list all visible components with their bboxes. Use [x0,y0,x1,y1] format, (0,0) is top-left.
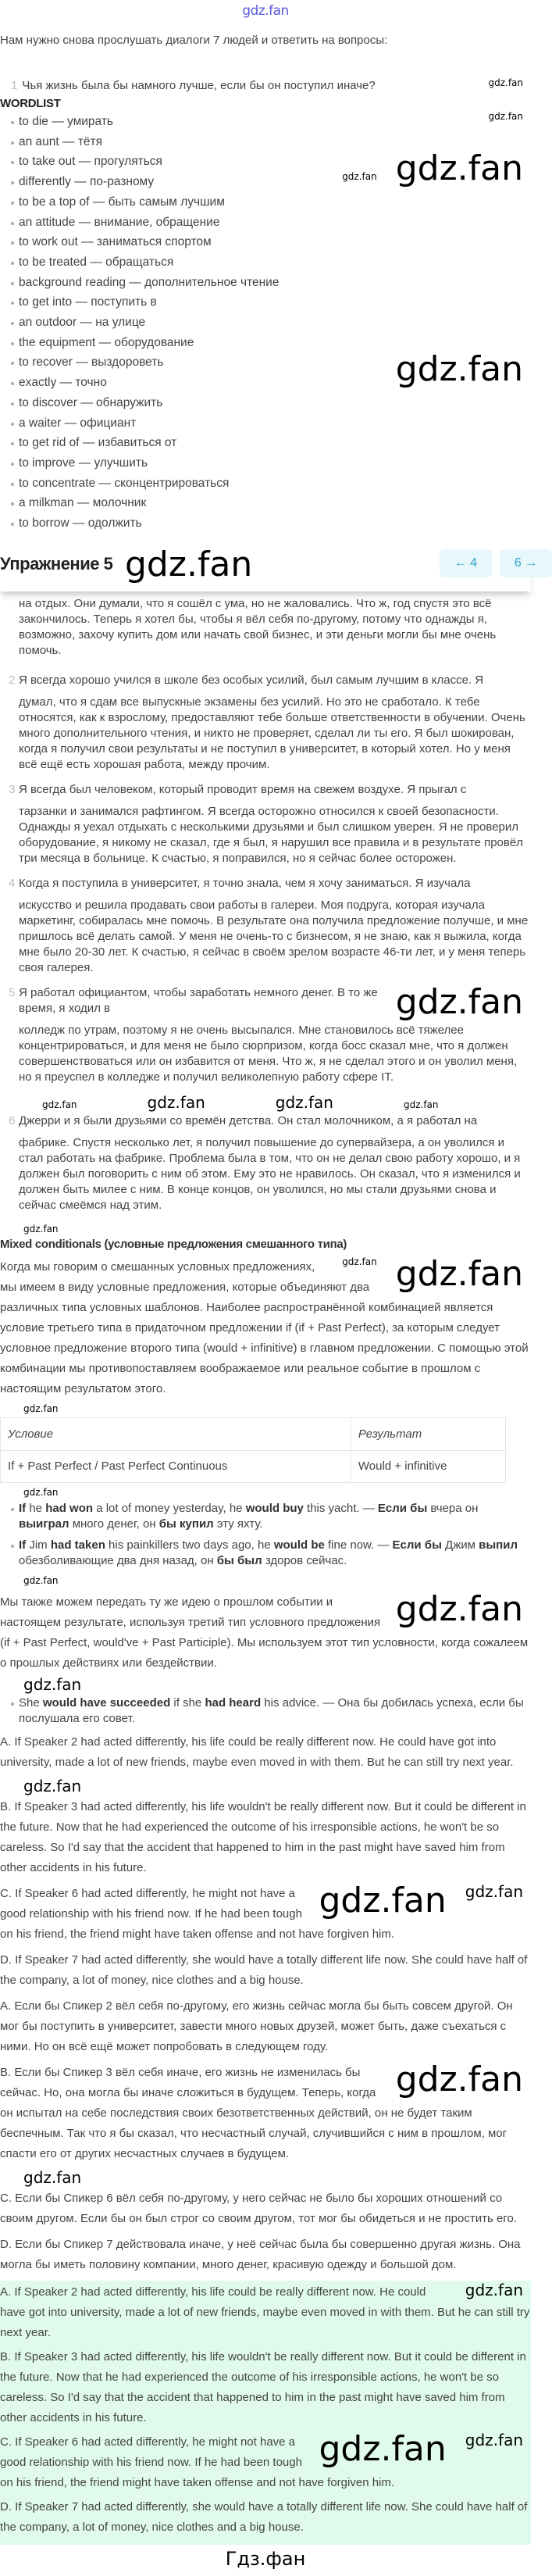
final-answer-paragraph [0,2428,531,2493]
example-bold: выпил [479,1538,518,1552]
item-number: 3 [9,782,16,796]
example-text: his advice. — Она бы добилась успеха, если бы послушала его совет. [19,1695,524,1725]
example-bold: бы был [216,1553,262,1567]
watermark-row [0,1778,531,1794]
final-answer-paragraph [0,2347,531,2428]
wordlist-item [0,252,531,273]
wordlist-item-text: to recover — выздороветь [19,355,164,370]
example-bold: Если бы [392,1538,442,1552]
wordlist-item-text: to get into — поступить в [19,295,157,309]
wordlist-item-text: to discover — обнаружить [19,395,163,409]
wordlist-item-text: an aunt — тётя [19,134,103,148]
final-answer-text: C. If Speaker 6 had acted differently, he might not have a good relationship with his friend now. If he had been tough on his friend, the friend might have taken offense and not have forgiven him. [0,2435,395,2489]
item-lead: Я всегда был человеком, который проводит время на свежем воздухе. Я прыгал с [19,782,467,796]
example-item [0,1501,531,1532]
answer-text: B. If Speaker 3 had acted differently, his life wouldn't be really different now. But it could be different in the future. Now that he had experienced the outcome of his irresponsible actions, he won't be so careless. So I'd say that the accident that happened to him in the past might have saved him from other accidents in his future. [0,1799,526,1874]
wordlist-item [0,313,531,333]
watermark: gdz.fan [465,2280,523,2299]
watermark: gdz.fan [488,111,523,122]
watermark-row [0,1223,531,1234]
grammar-paragraph-text: Когда мы говорим о смешанных условных предложениях, мы имеем в виду условные предложения, которые объединяют два различных типа условных шаблонов. Наиболее распространённой комбинацией является условие третьего типа в придаточном предложении if (if + Past Perfect), за которым следует условное предложение второго типа (would + infinitive) в главном предложении. С помощью этой комбинации мы противопоставляем воображаемое или реальное событие в прошлом с настоящим результатом этого. [0,1259,529,1395]
example-bold: Если бы [377,1501,428,1515]
item-lead: Джерри и я были друзьями со времён детства. Он стал молочником, а я работал на [19,1113,478,1127]
example-text: много денег, он [69,1517,159,1531]
answer-paragraph [0,1797,531,1878]
example-bold: бы купил [158,1517,214,1531]
grammar-title: Mixed conditionals (условные предложения смешанного типа) [0,1237,347,1251]
wordlist-item-text: differently — по-разному [19,175,155,189]
answer-paragraph [0,2188,531,2229]
answer-text: A. If Speaker 2 had acted differently, his life could be really different now. He could have got into university, made a lot of new friends, maybe even moved in with them. But he can still try next year. [0,1735,514,1769]
final-answer-text: D. If Speaker 7 had acted differently, she would have a totally different life now. She could have half of the company, a lot of money, nice clothes and a big house. [0,2499,528,2534]
grammar-paragraph [0,1253,531,1399]
wordlist-item [0,213,531,233]
question-number: 1 [11,79,18,92]
answer-text: D. Если бы Спикер 7 действовала иначе, у неё сейчас была бы совершенно другая жизнь. Она могла бы иметь половину компании, много денег, красивую одежду и большой дом. [0,2237,521,2271]
answer-paragraph [0,1880,531,1945]
item-text: тарзанки и занимался рафтингом. Я всегда осторожно относился к своей безопасности. Однажды я уехал отдыхать с несколькими друзьями и был слишком уверен. Я не проверил оборудование, я никому не сказал, где я был, я нарушил все правила и в результате провёл три месяца в больнице. К счастью, я поправился, но я сейчас более осторожен. [19,804,523,865]
watermark: gdz.fan [23,1574,59,1586]
wordlist-item-text: to concentrate — сконцентрироваться [19,476,230,490]
table-header: Результат [351,1417,505,1450]
final-answer-text: A. If Speaker 2 had acted differently, his life could be really different now. He could have got into university, made a lot of new friends, maybe even moved in with them. But he can still try next year. [0,2285,530,2339]
wordlist-item [0,413,531,434]
transcript-paragraph-1: на отдых. Они думали, что я сошёл с ума, но не жаловались. Что ж, год спустя это всё закончилось. Теперь я хотел бы, чтобы я вёл себя по-другому, потому что однажды я, возможно, захочу купить дом или начать свой бизнес, и эти деньги могли бы мне очень помочь. [19,596,497,657]
transcript-item [9,876,531,976]
next-exercise-button[interactable]: 6 → [500,549,552,577]
table-cell: Would + infinitive [351,1450,505,1482]
watermark: gdz.fan [23,1486,59,1498]
item-text: думал, что я сдам все выпускные экзамены без усилий. Но это не сработало. К тебе относятся, как к взрослому, предоставляют тебе больше ответственности в обучении. Очень много дополнительного чтения, и никто не проверяет, сделал ли ты его. Я был шокирован, когда я получил свои результаты и не поступил в университет, в который хотел. Но у меня всё ещё есть хорошая работа, между прочим. [19,695,525,771]
answer-paragraph [0,1732,531,1773]
examples-list [0,1695,531,1727]
wordlist-item-text: to work out — заниматься спортом [19,235,212,249]
item-text: фабрике. Спустя несколько лет, я получил повышение до супервайзера, а он уволился и стал работать на фабрике. Проблема была в том, что он не делал свою работу хорошо, и я должен был поговорить с ним об этом. Ему это не нравилось. Он сказал, что я изменился и должен быть милее с ним. В конце концов, он уволился, но мы стали друзьями снова и сейчас смеёмся над этим. [19,1135,521,1212]
grammar-table [0,1417,506,1483]
wordlist-item [0,273,531,293]
example-text: his painkillers two days ago, he [105,1538,274,1552]
watermark: gdz.fan [42,1099,77,1110]
example-bold: had heard [205,1695,262,1710]
grammar-paragraph-2-text: Мы также можем передать ту же идею о прошлом событии и настоящем результате, используя третий тип условного предложения (if + Past Perfect, would've + Past Participle). Мы используем этот тип условности, когда сожалеем о прошлых действиях или бездействии. [0,1595,529,1670]
prev-exercise-button[interactable]: ← 4 [440,549,492,577]
example-bold: If [19,1501,27,1515]
watermark: gdz.fan [465,2430,523,2449]
page-title: Упражнение 5 [0,553,113,573]
wordlist-item-text: to borrow — одолжить [19,516,142,531]
example-item [0,1695,531,1727]
answer-paragraph [0,1996,531,2057]
watermark: gdz.fan [395,1253,523,1294]
item-number: 4 [9,876,16,890]
watermark: gdz.fan [125,544,253,584]
example-text: if she [170,1695,205,1710]
item-number: 5 [9,985,16,999]
watermark: gdz.fan [275,1092,333,1112]
item-lead: Я работал официантом, чтобы заработать немного денег. В то же время, я ходил в [19,985,378,1015]
item-text: колледж по утрам, поэтому я не очень высыпался. Мне становилось всё тяжелее концентрироваться, и для меня не было сюрпризом, когда босс сказал мне, что я должен совершенствоваться или он избавится от меня. Что ж, я не сделал этого и он уволил меня, но я преуспел в колледже и получил великолепную работу сфере IT. [19,1023,518,1084]
wordlist-item-text: a milkman — молочник [19,496,147,510]
watermark-row [0,2167,531,2187]
wordlist-item [0,112,531,132]
wordlist-item [0,232,531,252]
wordlist-item-text: an attitude — внимание, обращение [19,215,220,229]
watermark: gdz.fan [342,1256,377,1267]
watermark: gdz.fan [342,171,377,183]
example-text: Jim [26,1538,51,1552]
wordlist-item-text: exactly — точно [19,376,107,390]
watermark-row [19,1092,531,1112]
wordlist-item-text: background reading — дополнительное чтение [19,275,280,289]
transcript [0,596,531,1213]
example-text: this yacht. — [303,1501,378,1515]
answer-paragraph [0,1950,531,1991]
example-text: эту яхту. [213,1517,263,1531]
task-intro: Нам нужно снова прослушать диалоги 7 людей и ответить на вопросы: [0,34,388,47]
final-answer-paragraph [0,2282,531,2343]
example-bold: would buy [245,1501,304,1515]
watermark-row [0,1674,531,1694]
watermark: gdz.fan [319,2428,447,2469]
question-text: Чья жизнь была бы намного лучше, если бы он поступил иначе? [22,79,376,92]
answer-text: B. Если бы Спикер 3 вёл себя иначе, его жизнь не изменилась бы сейчас. Но, она могла бы иначе сложиться в будущем. Теперь, когда он испытал на себе последствия своих безответственных действий, он не будет таким беспечным. Так что я бы сказал, что несчастный случай, случившийся с ним в прошлом, мог спасти его от других несчастных случаев в будущем. [0,2065,507,2160]
example-bold: had taken [50,1538,105,1552]
final-answer-text: B. If Speaker 3 had acted differently, his life wouldn't be really different now. But it could be different in the future. Now that he had experienced the outcome of his irresponsible actions, he won't be so careless. So I'd say that the accident that happened to him in the past might have saved him from other accidents in his future. [0,2349,526,2424]
example-text: здоров сейчас. [262,1553,347,1567]
wordlist-title: WORDLIST [0,97,61,110]
watermark: gdz.fan [23,1402,59,1414]
watermark: gdz.fan [319,1880,447,1920]
example-bold: would have succeeded [42,1695,171,1710]
watermark: gdz.fan [465,1881,523,1901]
example-bold: would be [273,1538,325,1552]
example-text: Джим [441,1538,479,1552]
item-number: 2 [9,673,16,687]
answer-paragraph [0,2059,531,2164]
wordlist-item-text: to get rid of — избавиться от [19,436,177,450]
watermark: gdz.fan [23,1776,82,1795]
watermark: gdz.fan [395,1588,523,1629]
wordlist-item-text: a waiter — официант [19,416,137,430]
wordlist-item-text: an outdoor — на улице [19,316,146,330]
wordlist-item [0,393,531,413]
examples-list [0,1501,531,1569]
grammar-paragraph-2 [0,1588,531,1674]
wordlist-item-text: to die — умирать [19,115,113,128]
wordlist-item-text: to be treated — обращаться [19,255,174,269]
final-answer-box [0,2281,531,2545]
watermark: gdz.fan [395,349,523,390]
watermark: gdz.fan [395,981,523,1022]
item-text: искусство и решила продавать свои работы в галереи. Моя подруга, которая изучала маркетинг, собиралась мне помочь. В результате она получила предложение получше, и мне пришлось всё делать самой. У меня не очень-то с бизнесом, я не знаю, как я выжила, когда мне было 20-30 лет. К счастью, я сейчас в своём зрелом возрасте 46-ти лет, и у меня теперь своя галерея. [19,898,529,974]
wordlist-item [0,513,531,534]
footer-watermark: Гдз.фан [225,2547,306,2570]
transcript-item [9,673,531,773]
wordlist-item [0,192,531,213]
watermark: gdz.fan [23,2167,82,2187]
wordlist-item [0,473,531,494]
answer-text: D. If Speaker 7 had acted differently, she would have a totally different life now. She could have half of the company, a lot of money, nice clothes and a big house. [0,1953,528,1987]
wordlist-item-text: to be a top of — быть самым лучшим [19,195,225,209]
example-text: a lot of money yesterday, he [93,1501,246,1515]
wordlist-item [0,373,531,393]
final-answer-paragraph [0,2497,531,2538]
watermark: gdz.fan [403,1099,439,1110]
watermark: gdz.fan [147,1092,205,1112]
watermark: gdz.fan [23,1674,82,1694]
answer-text: A. Если бы Спикер 2 вёл себя по-другому, его жизнь сейчас могла бы быть совсем другой. Он мог бы поступить в университет, завести много новых друзей, может быть, даже съехаться с ними. Но он всё ещё может попробовать в следующем году. [0,1999,513,2053]
watermark: gdz.fan [395,2059,523,2099]
item-number: 6 [9,1113,16,1127]
example-item [0,1538,531,1569]
wordlist-item [0,292,531,313]
wordlist-item [0,433,531,453]
answer-paragraph [0,2235,531,2275]
wordlist [0,112,531,534]
question-1 [0,78,531,94]
wordlist-item-text: to take out — прогуляться [19,155,162,169]
watermark: gdz.fan [488,77,523,88]
wordlist-item [0,172,531,192]
site-logo[interactable]: gdz.fan [242,3,289,19]
example-text: She [19,1695,43,1710]
example-text: обезболивающие два дня назад, он [19,1553,217,1567]
answer-text: C. If Speaker 6 had acted differently, he might not have a good relationship with his friend now. If he had been tough on his friend, the friend might have taken offense and not have forgiven him. [0,1886,395,1941]
answers-block [0,1732,531,2275]
watermark: gdz.fan [395,148,523,189]
answer-text: C. Если бы Спикер 6 вёл себя по-другому, у него сейчас не было бы хороших отношений со своим другом. Если бы он был строг со своим другом, тот мог бы обидеться и не простить его. [0,2191,517,2225]
transcript-item [9,782,531,866]
wordlist-item [0,453,531,473]
wordlist-item-text: to improve — улучшить [19,456,148,470]
watermark-row [0,1574,531,1586]
item-lead: Когда я поступила в университет, я точно знала, чем я хочу заниматься. Я изучала [19,876,471,890]
watermark: gdz.fan [23,1223,59,1234]
wordlist-item-text: the equipment — оборудование [19,335,194,349]
example-bold: If [19,1538,27,1552]
transcript-item [9,1113,531,1213]
example-text: fine now. — [324,1538,393,1552]
example-bold: выиграл [19,1517,69,1531]
table-header: Условие [1,1417,351,1450]
table-cell: If + Past Perfect / Past Perfect Continuous [1,1450,351,1482]
sticky-header [0,544,538,591]
transcript-item [9,981,531,1085]
watermark-row [0,1486,531,1498]
example-text: вчера он [427,1501,479,1515]
watermark-row [0,1402,531,1414]
item-lead: Я всегда хорошо учился в школе без особых усилий, был самым лучшим в классе. Я [19,673,484,687]
example-bold: had won [45,1501,94,1515]
wordlist-item [0,493,531,513]
example-text: he [26,1501,46,1515]
